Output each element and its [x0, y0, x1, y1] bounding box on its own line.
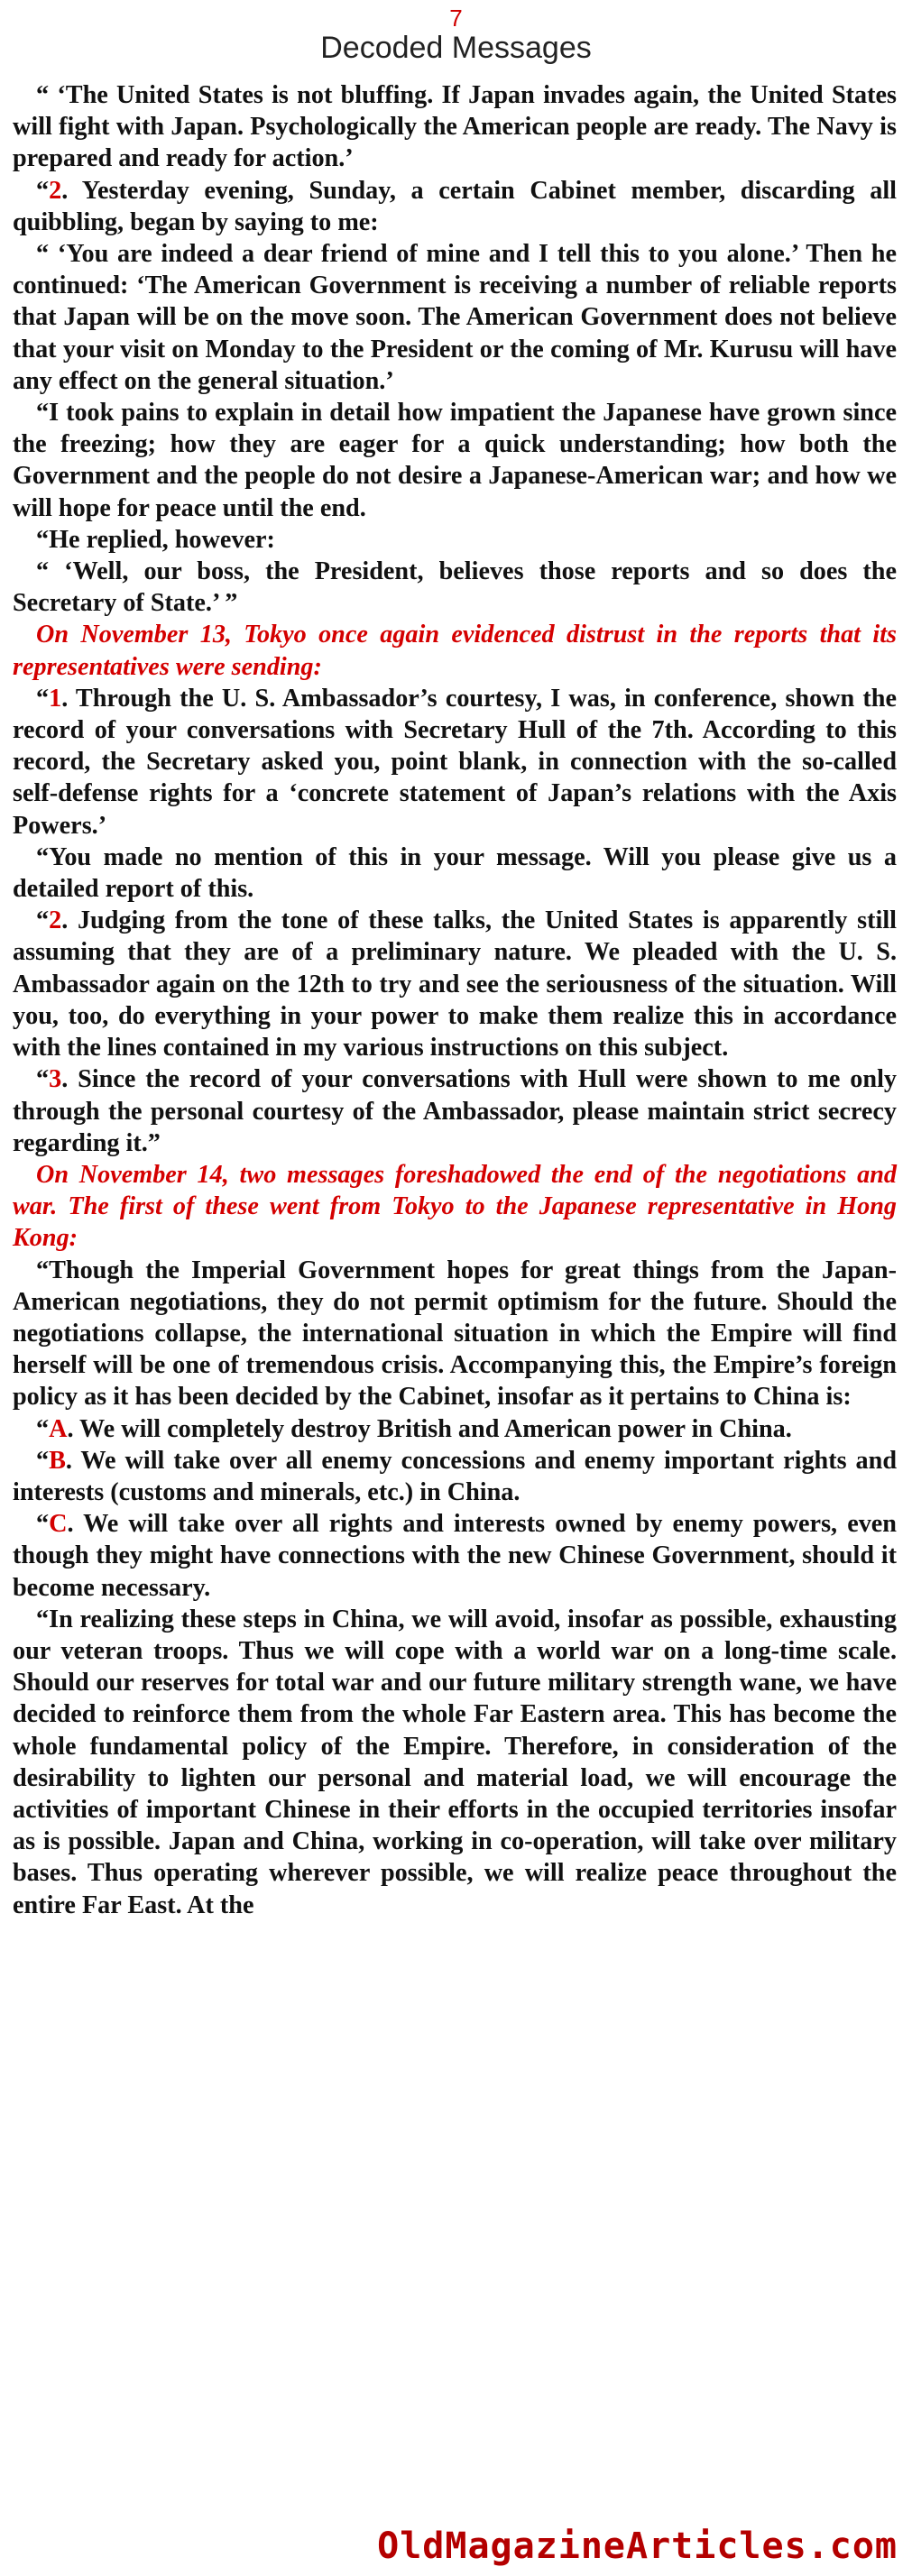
paragraph: “3. Since the record of your conversations with Hull were shown to me only through the personal courtesy of the Ambassador, please maintain strict secrecy regarding it.” — [13, 1065, 897, 1157]
paragraph-text: . We will completely destroy British and American power in China. — [67, 1414, 792, 1443]
paragraph-text: . Through the U. S. Ambassador’s courtesy, I was, in conference, shown the record of your conversations with Secretary Hull of the 7th. According to this record, the Secretary asked you, point blank, in connection with the so-called self-defense rights for a ‘concrete statement of Japan’s relations with the Axis Powers.’ — [13, 684, 897, 840]
paragraph: “ ‘The United States is not bluffing. If Japan invades again, the United States will fight with Japan. Psychologically the American people are ready. The Navy is prepared and ready for action.’ — [13, 81, 897, 173]
paragraph-text: . We will take over all rights and interests owned by enemy powers, even though they might have connections with the new Chinese Government, should it become necessary. — [13, 1510, 897, 1602]
editorial-note: On November 14, two messages foreshadowed the end of the negotiations and war. The first of these went from Tokyo to the Japanese representative in Hong Kong: — [13, 1160, 897, 1253]
item-number: 2 — [49, 176, 62, 205]
paragraph-text: . Since the record of your conversations with Hull were shown to me only through the personal courtesy of the Ambassador, please maintain strict secrecy regarding it.” — [13, 1065, 897, 1157]
article-body — [13, 79, 897, 1921]
item-number: 2 — [49, 906, 62, 935]
page-number: 7 — [449, 5, 463, 32]
item-letter: C — [49, 1510, 68, 1539]
paragraph-text: . We will take over all enemy concessions and enemy important rights and interests (customs and minerals, etc.) in China. — [13, 1446, 897, 1506]
item-letter: B — [49, 1446, 66, 1475]
paragraph-text: . Yesterday evening, Sunday, a certain Cabinet member, discarding all quibbling, began by saying to me: — [13, 176, 897, 236]
paragraph: “ ‘Well, our boss, the President, believes those reports and so does the Secretary of State.’ ” — [13, 557, 897, 618]
item-number: 1 — [49, 684, 62, 713]
item-number: 3 — [49, 1065, 62, 1094]
paragraph: “Though the Imperial Government hopes for great things from the Japan-American negotiations, they do not permit optimism for the future. Should the negotiations collapse, the international situation in which the Empire will find herself will be one of tremendous crisis. Accompanying this, the Empire’s foreign policy as it has been decided by the Cabinet, insofar as it pertains to China is: — [13, 1256, 897, 1412]
page-title: Decoded Messages — [320, 31, 592, 65]
paragraph: “B. We will take over all enemy concessions and enemy important rights and interests (customs and minerals, etc.) in China. — [13, 1446, 897, 1506]
item-letter: A — [49, 1414, 68, 1443]
paragraph: “I took pains to explain in detail how impatient the Japanese have grown since the freezing; how they are eager for a quick understanding; how both the Government and the people do not desire a Japanese-American war; and how we will hope for peace until the end. — [13, 399, 897, 522]
paragraph: “A. We will completely destroy British and American power in China. — [36, 1414, 792, 1443]
paragraph: “2. Yesterday evening, Sunday, a certain Cabinet member, discarding all quibbling, began by saying to me: — [13, 176, 897, 236]
site-watermark: OldMagazineArticles.com — [377, 2525, 898, 2567]
paragraph: “1. Through the U. S. Ambassador’s courtesy, I was, in conference, shown the record of your conversations with Secretary Hull of the 7th. According to this record, the Secretary asked you, point blank, in connection with the so-called self-defense rights for a ‘concrete statement of Japan’s relations with the Axis Powers.’ — [13, 684, 897, 840]
editorial-note: On November 13, Tokyo once again evidenced distrust in the reports that its representatives were sending: — [13, 621, 897, 681]
paragraph: “ ‘You are indeed a dear friend of mine and I tell this to you alone.’ Then he continued: ‘The American Government is receiving a number of reliable reports that Japan will be on the move soon. The American Government does not believe that your visit on Monday to the President or the coming of Mr. Kurusu will have any effect on the general situation.’ — [13, 240, 897, 395]
page-header — [0, 5, 912, 65]
paragraph-text: . Judging from the tone of these talks, the United States is apparently still assuming that they are of a preliminary nature. We pleaded with the U. S. Ambassador again on the 12th to try and see the seriousness of the situation. Will you, too, do everything in your power to make them realize this in accordance with the lines contained in my various instructions on this subject. — [13, 906, 897, 1063]
paragraph: “2. Judging from the tone of these talks, the United States is apparently still assuming that they are of a preliminary nature. We pleaded with the U. S. Ambassador again on the 12th to try and see the seriousness of the situation. Will you, too, do everything in your power to make them realize this in accordance with the lines contained in my various instructions on this subject. — [13, 906, 897, 1063]
paragraph: “In realizing these steps in China, we will avoid, insofar as possible, exhausting our veteran troops. Thus we will cope with a world war on a long-time scale. Should our reserves for total war and our future military strength wane, we have decided to reinforce them from the whole Far Eastern area. This has become the whole fundamental policy of the Empire. Therefore, in consideration of the desirability to lighten our personal and material load, we will encourage the activities of important Chinese in their efforts in the occupied territories insofar as is possible. Japan and China, working in co-operation, will take over military bases. Thus operating wherever possible, we will realize peace throughout the entire Far East. At the — [13, 1605, 897, 1919]
paragraph: “You made no mention of this in your message. Will you please give us a detailed report of this. — [13, 842, 897, 904]
paragraph: “He replied, however: — [36, 525, 275, 554]
paragraph: “C. We will take over all rights and interests owned by enemy powers, even though they might have connections with the new Chinese Government, should it become necessary. — [13, 1510, 897, 1602]
